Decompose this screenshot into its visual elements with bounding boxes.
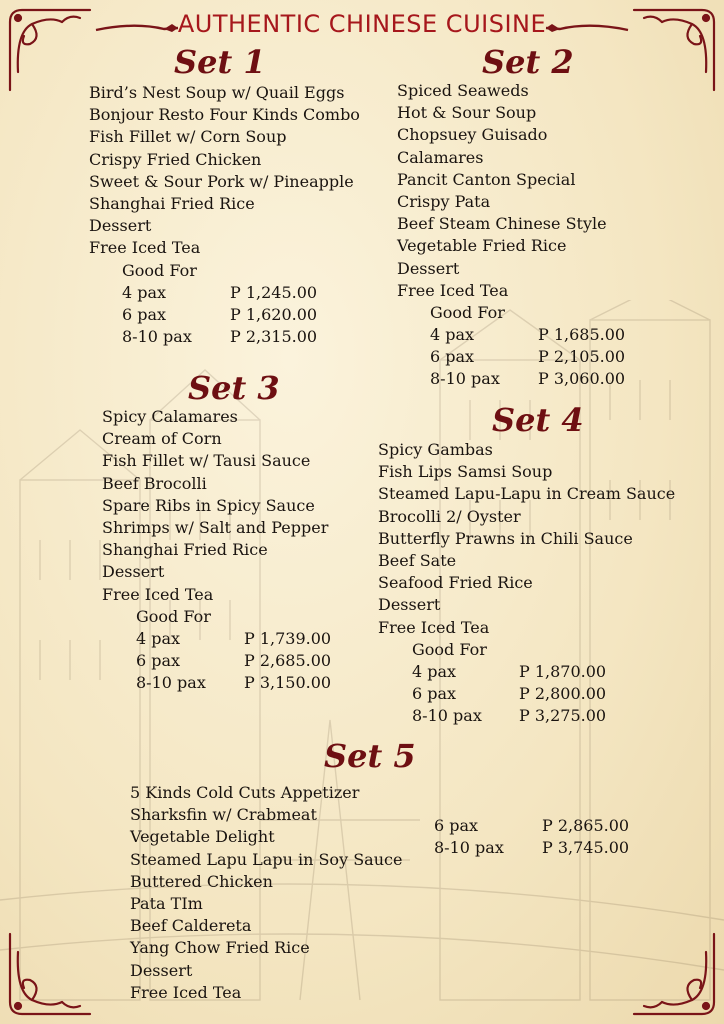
pax-label: 4 pax [122,282,167,302]
corner-ornament-top-right [632,2,722,92]
price-value: P 1,739.00 [244,628,332,648]
price-value: P 2,315.00 [230,327,318,347]
pax-label: 8-10 pax [136,673,206,693]
price-value: P 3,060.00 [538,369,626,389]
pax-label: 4 pax [430,325,475,345]
menu-item: Shrimps w/ Salt and Pepper [102,517,329,537]
price-value: P 1,245.00 [230,282,318,302]
menu-item: Dessert [89,216,152,236]
menu-item: Beef Brocolli [102,473,207,493]
set-4-menu [378,439,675,727]
price-row [430,368,626,390]
set-3-heading: Set 3 [188,369,280,407]
menu-item: 5 Kinds Cold Cuts Appetizer [130,783,360,802]
menu-item: Crispy Fried Chicken [89,149,262,169]
price-row [434,837,674,859]
menu-item: Chopsuey Guisado [397,125,548,145]
pax-label: 6 pax [412,684,457,704]
menu-item: Crispy Pata [397,191,491,211]
menu-item: Free Iced Tea [102,584,214,604]
price-value: P 2,105.00 [538,347,626,367]
pax-label: 6 pax [430,347,475,367]
menu-item: Bonjour Resto Four Kinds Combo [89,105,360,125]
price-value: P 2,685.00 [244,651,332,671]
price-row [136,628,332,650]
price-value: P 1,620.00 [230,304,318,324]
set-2-heading: Set 2 [482,43,574,81]
menu-item: Bird’s Nest Soup w/ Quail Eggs [89,83,345,102]
menu-item: Spicy Gambas [378,440,493,459]
menu-item: Steamed Lapu-Lapu in Cream Sauce [378,484,676,504]
menu-item: Spiced Seaweds [397,81,529,100]
set-4-heading: Set 4 [492,401,584,439]
menu-item: Free Iced Tea [89,238,201,258]
price-value: P 3,275.00 [519,706,607,726]
set-2-menu [397,80,626,391]
good-for-label: Good For [430,302,505,322]
pax-label: 8-10 pax [122,327,192,347]
menu-title: AUTHENTIC CHINESE CUISINE [177,10,547,38]
menu-item: Pancit Canton Special [397,169,576,189]
set-5-prices [434,815,674,859]
set-5-menu [130,782,402,1004]
pax-label: 6 pax [434,816,479,835]
price-row [412,683,675,705]
menu-item: Calamares [397,147,484,167]
menu-item: Fish Fillet w/ Tausi Sauce [102,451,311,471]
corner-ornament-top-left [2,2,92,92]
price-row [136,672,332,694]
menu-item: Dessert [102,562,165,582]
price-value: P 2,800.00 [519,684,607,704]
pax-label: 8-10 pax [412,706,482,726]
title-flourish-right [544,18,630,38]
good-for-label: Good For [136,606,211,626]
pax-label: 6 pax [136,651,181,671]
menu-item: Vegetable Delight [130,827,275,847]
price-row [136,650,332,672]
menu-item: Steamed Lapu Lapu in Soy Sauce [130,849,403,869]
menu-item: Free Iced Tea [378,617,490,637]
pax-label: 4 pax [136,628,181,648]
menu-item: Sweet & Sour Pork w/ Pineapple [89,171,354,191]
pax-label: 4 pax [412,661,457,681]
price-row [412,705,675,727]
menu-item: Shanghai Fried Rice [89,193,255,213]
menu-item: Spare Ribs in Spicy Sauce [102,495,315,515]
good-for-label: Good For [412,639,487,659]
menu-item: Seafood Fried Rice [378,573,533,593]
set-1-menu [89,82,360,348]
menu-item: Buttered Chicken [130,871,273,891]
menu-item: Beef Caldereta [130,916,252,936]
set-3-menu [102,406,332,694]
menu-item: Beef Sate [378,550,457,570]
pax-label: 8-10 pax [430,369,500,389]
price-value: P 1,870.00 [519,661,607,681]
price-value: P 3,745.00 [542,838,630,858]
menu-item: Shanghai Fried Rice [102,540,268,560]
menu-item: Cream of Corn [102,429,222,449]
menu-item: Pata TIm [130,893,203,913]
menu-item: Free Iced Tea [397,280,509,300]
title-bar [96,8,628,42]
menu-item: Fish Lips Samsi Soup [378,462,553,482]
price-value: P 1,685.00 [538,325,626,345]
menu-item: Sharksfin w/ Crabmeat [130,805,317,825]
corner-ornament-bottom-right [632,932,722,1022]
price-row [122,304,360,326]
price-row [412,661,675,683]
set-1-heading: Set 1 [174,43,266,81]
menu-item: Vegetable Fried Rice [397,236,567,256]
pax-label: 8-10 pax [434,838,504,858]
price-value: P 3,150.00 [244,673,332,693]
menu-item: Spicy Calamares [102,407,238,426]
pax-label: 6 pax [122,304,167,324]
menu-item: Dessert [397,258,460,278]
price-row [434,815,674,837]
menu-item: Yang Chow Fried Rice [130,938,310,958]
menu-item: Dessert [378,595,441,615]
good-for-label: Good For [122,260,197,280]
menu-item: Free Iced Tea [130,982,242,1002]
menu-item: Hot & Sour Soup [397,103,537,123]
menu-item: Butterfly Prawns in Chili Sauce [378,528,633,548]
price-row [430,324,626,346]
menu-item: Beef Steam Chinese Style [397,214,607,234]
corner-ornament-bottom-left [2,932,92,1022]
menu-item: Fish Fillet w/ Corn Soup [89,127,287,147]
price-row [122,282,360,304]
menu-item: Brocolli 2/ Oyster [378,506,521,526]
set-5-heading: Set 5 [324,737,416,775]
price-row [122,326,360,348]
menu-item: Dessert [130,960,193,980]
price-row [430,346,626,368]
price-value: P 2,865.00 [542,816,630,835]
